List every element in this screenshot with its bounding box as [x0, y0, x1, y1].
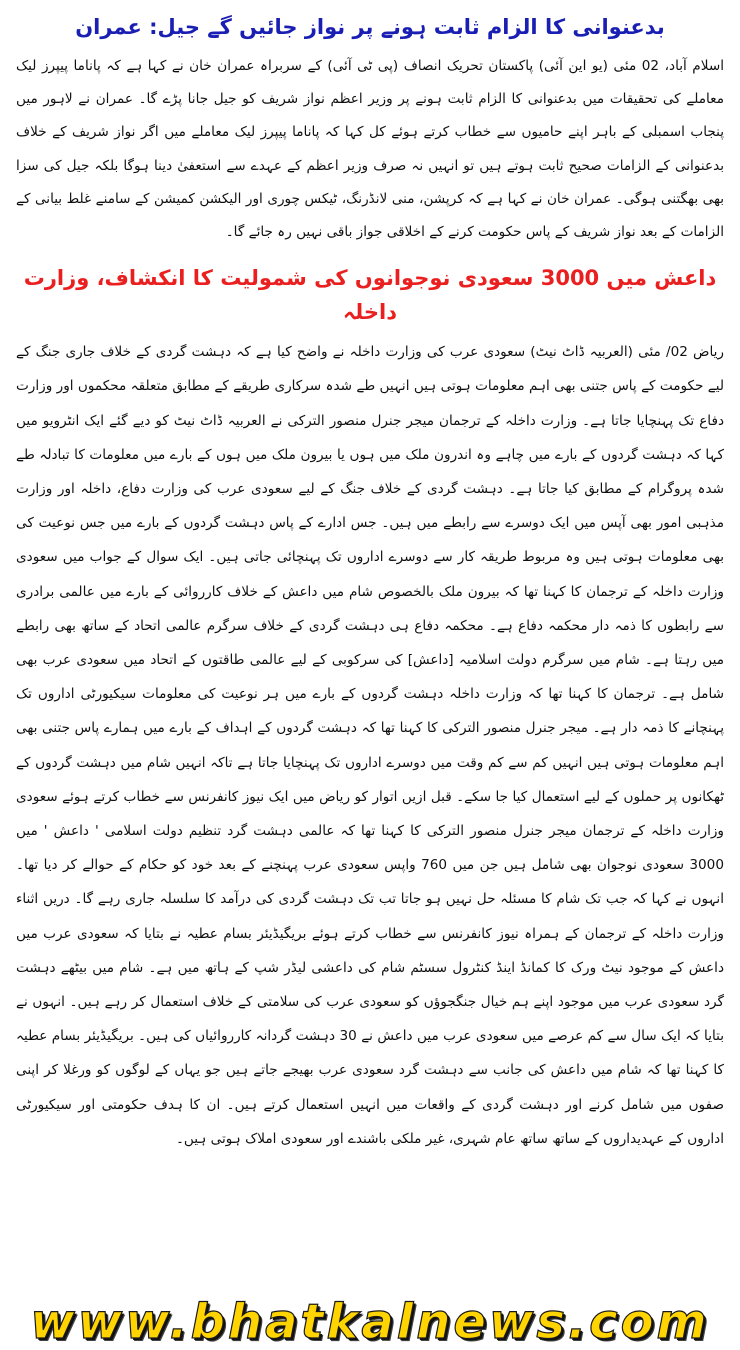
article2-body: ریاض 02/ مئی (العربیہ ڈاٹ نیٹ) سعودی عرب کی وزارت داخلہ نے واضح کیا ہے کہ دہشت گردی کے خلاف جاری جنگ کے لیے حکومت کے پاس جتنی بھی اہم معلومات ہوتی ہیں انہیں طے شدہ سرکاری طریقے کے مطابق متعلقہ محکموں اور وزارت دفاع تک پہنچایا جاتا ہے۔ وزارت داخلہ کے ترجمان میجر جنرل منصور الترکی نے العربیہ ڈاٹ نیٹ کو دیے گئے ایک انٹرویو میں کہا کہ دہشت گردوں کے بارے میں چاہے وہ اندرون ملک میں ہوں یا بیرون ملک میں ہوں کے بارے میں معلومات کا تبادلہ طے شدہ پروگرام کے مطابق کیا جاتا ہے۔ دہشت گردی کے خلاف جنگ کے لیے سعودی عرب کی وزارت دفاع، داخلہ اور وزارت مذہبی امور بھی آپس میں ایک دوسرے سے رابطے میں ہیں۔ جس ادارے کے پاس دہشت گردوں کے بارے میں جس نوعیت کی بھی معلومات ہوتی ہیں وہ مربوط طریقہ کار سے دوسرے اداروں تک پہنچائی جاتی ہیں۔ ایک سوال کے جواب میں سعودی وزارت داخلہ کے ترجمان کا کہنا تھا کہ بیرون ملک بالخصوص شام میں داعش کے خلاف کارروائی کے بارے میں عالمی برادری سے رابطوں کا ذمہ دار محکمہ دفاع ہے۔ محکمہ دفاع ہی دہشت گردی کے خلاف سرگرم عالمی اتحاد کے ساتھ بھی رابطے میں رہتا ہے۔ شام میں سرگرم دولت اسلامیہ [داعش] کی سرکوبی کے لیے عالمی طاقتوں کے اتحاد میں سعودی عرب بھی شامل ہے۔ ترجمان کا کہنا تھا کہ وزارت داخلہ دہشت گردوں کے بارے میں ہر نوعیت کی معلومات سیکیورٹی اداروں تک پہنچانے کا ذمہ دار ہے۔ میجر جنرل منصور الترکی کا کہنا تھا کہ دہشت گردوں کے اہداف کے بارے میں ہمارے پاس جتنی بھی اہم معلومات ہوتی ہیں انہیں کم سے کم وقت میں دوسرے اداروں تک پہنچایا جاتا ہے تاکہ انہیں شام میں دہشت گردوں کے ٹھکانوں پر حملوں کے لیے استعمال کیا جا سکے۔ قبل ازیں اتوار کو ریاض میں ایک نیوز کانفرنس سے خطاب کرتے ہوئے سعودی وزارت داخلہ کے ترجمان میجر جنرل منصور الترکی کا کہنا تھا کہ عالمی دہشت گرد تنظیم دولت اسلامی ' داعش ' میں 3000 سعودی نوجوان بھی شامل ہیں جن میں 760 واپس سعودی عرب پہنچنے کے بعد خود کو حکام کے حوالے کر دیا تھا۔ انہوں نے کہا کہ جب تک شام کا مسئلہ حل نہیں ہو جاتا تب تک دہشت گردی کی درآمد کا سلسلہ جاری رہے گا۔ دریں اثناء وزارت داخلہ کے ترجمان کے ہمراہ نیوز کانفرنس سے خطاب کرتے ہوئے بریگیڈیئر بسام عطیہ نے بتایا کہ سعودی عرب میں داعش کے موجود نیٹ ورک کا کمانڈ اینڈ کنٹرول سسٹم شام کی داعشی لیڈر شپ کے ہاتھ میں ہے۔ شام میں بیٹھے دہشت گرد سعودی عرب میں موجود اپنے ہم خیال جنگجوؤں کو سعودی عرب کی سلامتی کے خلاف استعمال کر رہے ہیں۔ انہوں نے بتایا کہ ایک سال سے کم عرصے میں سعودی عرب میں داعش نے 30 دہشت گردانہ کارروائیاں کی ہیں۔ بریگیڈیئر بسام عطیہ کا کہنا تھا کہ شام میں داعش کی جانب سے دہشت گرد سعودی عرب بھیجے جاتے ہیں جو یہاں کے لوگوں کو ورغلا کر اپنی صفوں میں شامل کرنے اور دہشت گردی کے واقعات میں انہیں استعمال کرتے ہیں۔ ان کا ہدف حکومتی اور سیکیورٹی اداروں کے عہدیداروں کے ساتھ ساتھ عام شہری، غیر ملکی باشندے اور سعودی املاک ہوتی ہیں۔ [16, 344, 725, 1147]
article1-body: اسلام آباد، 02 مئی (یو این آئی) پاکستان تحریک انصاف (پی ٹی آئی) کے سربراہ عمران خان نے کہا ہے کہ پاناما پیپرز لیک معاملے کی تحقیقات میں بدعنوانی کا الزام ثابت ہونے پر وزیر اعظم نواز شریف کو جیل جانا پڑے گا۔ عمران نے لاہور میں پنجاب اسمبلی کے باہر اپنے حامیوں سے خطاب کرتے ہوئے کل کہا کہ پاناما پیپرز لیک معاملے میں اگر نواز شریف کے خلاف بدعنوانی کے الزامات صحیح ثابت ہوتے ہیں تو انہیں نہ صرف وزیر اعظم کے عہدے سے استعفیٰ دینا ہوگا بلکہ جیل کی سزا بھی بھگتنی ہوگی۔ عمران خان نے کہا ہے کہ کرپشن، منی لانڈرنگ، ٹیکس چوری اور الیکشن کمیشن کے سامنے غلط بیانی کے الزامات کے بعد نواز شریف کے پاس حکومت کرنے کے اخلاقی جواز باقی نہیں رہ جائے گا۔ [16, 58, 725, 241]
article1-headline: بدعنوانی کا الزام ثابت ہونے پر نواز جائیں گے جیل: عمران [75, 15, 665, 39]
website-footer-banner [0, 1294, 740, 1350]
article2-headline: داعش میں 3000 سعودی نوجوانوں کی شمولیت کا انکشاف، وزارت داخلہ [23, 266, 717, 325]
website-logo-text: www.bhatkalnews.com [30, 1294, 710, 1350]
